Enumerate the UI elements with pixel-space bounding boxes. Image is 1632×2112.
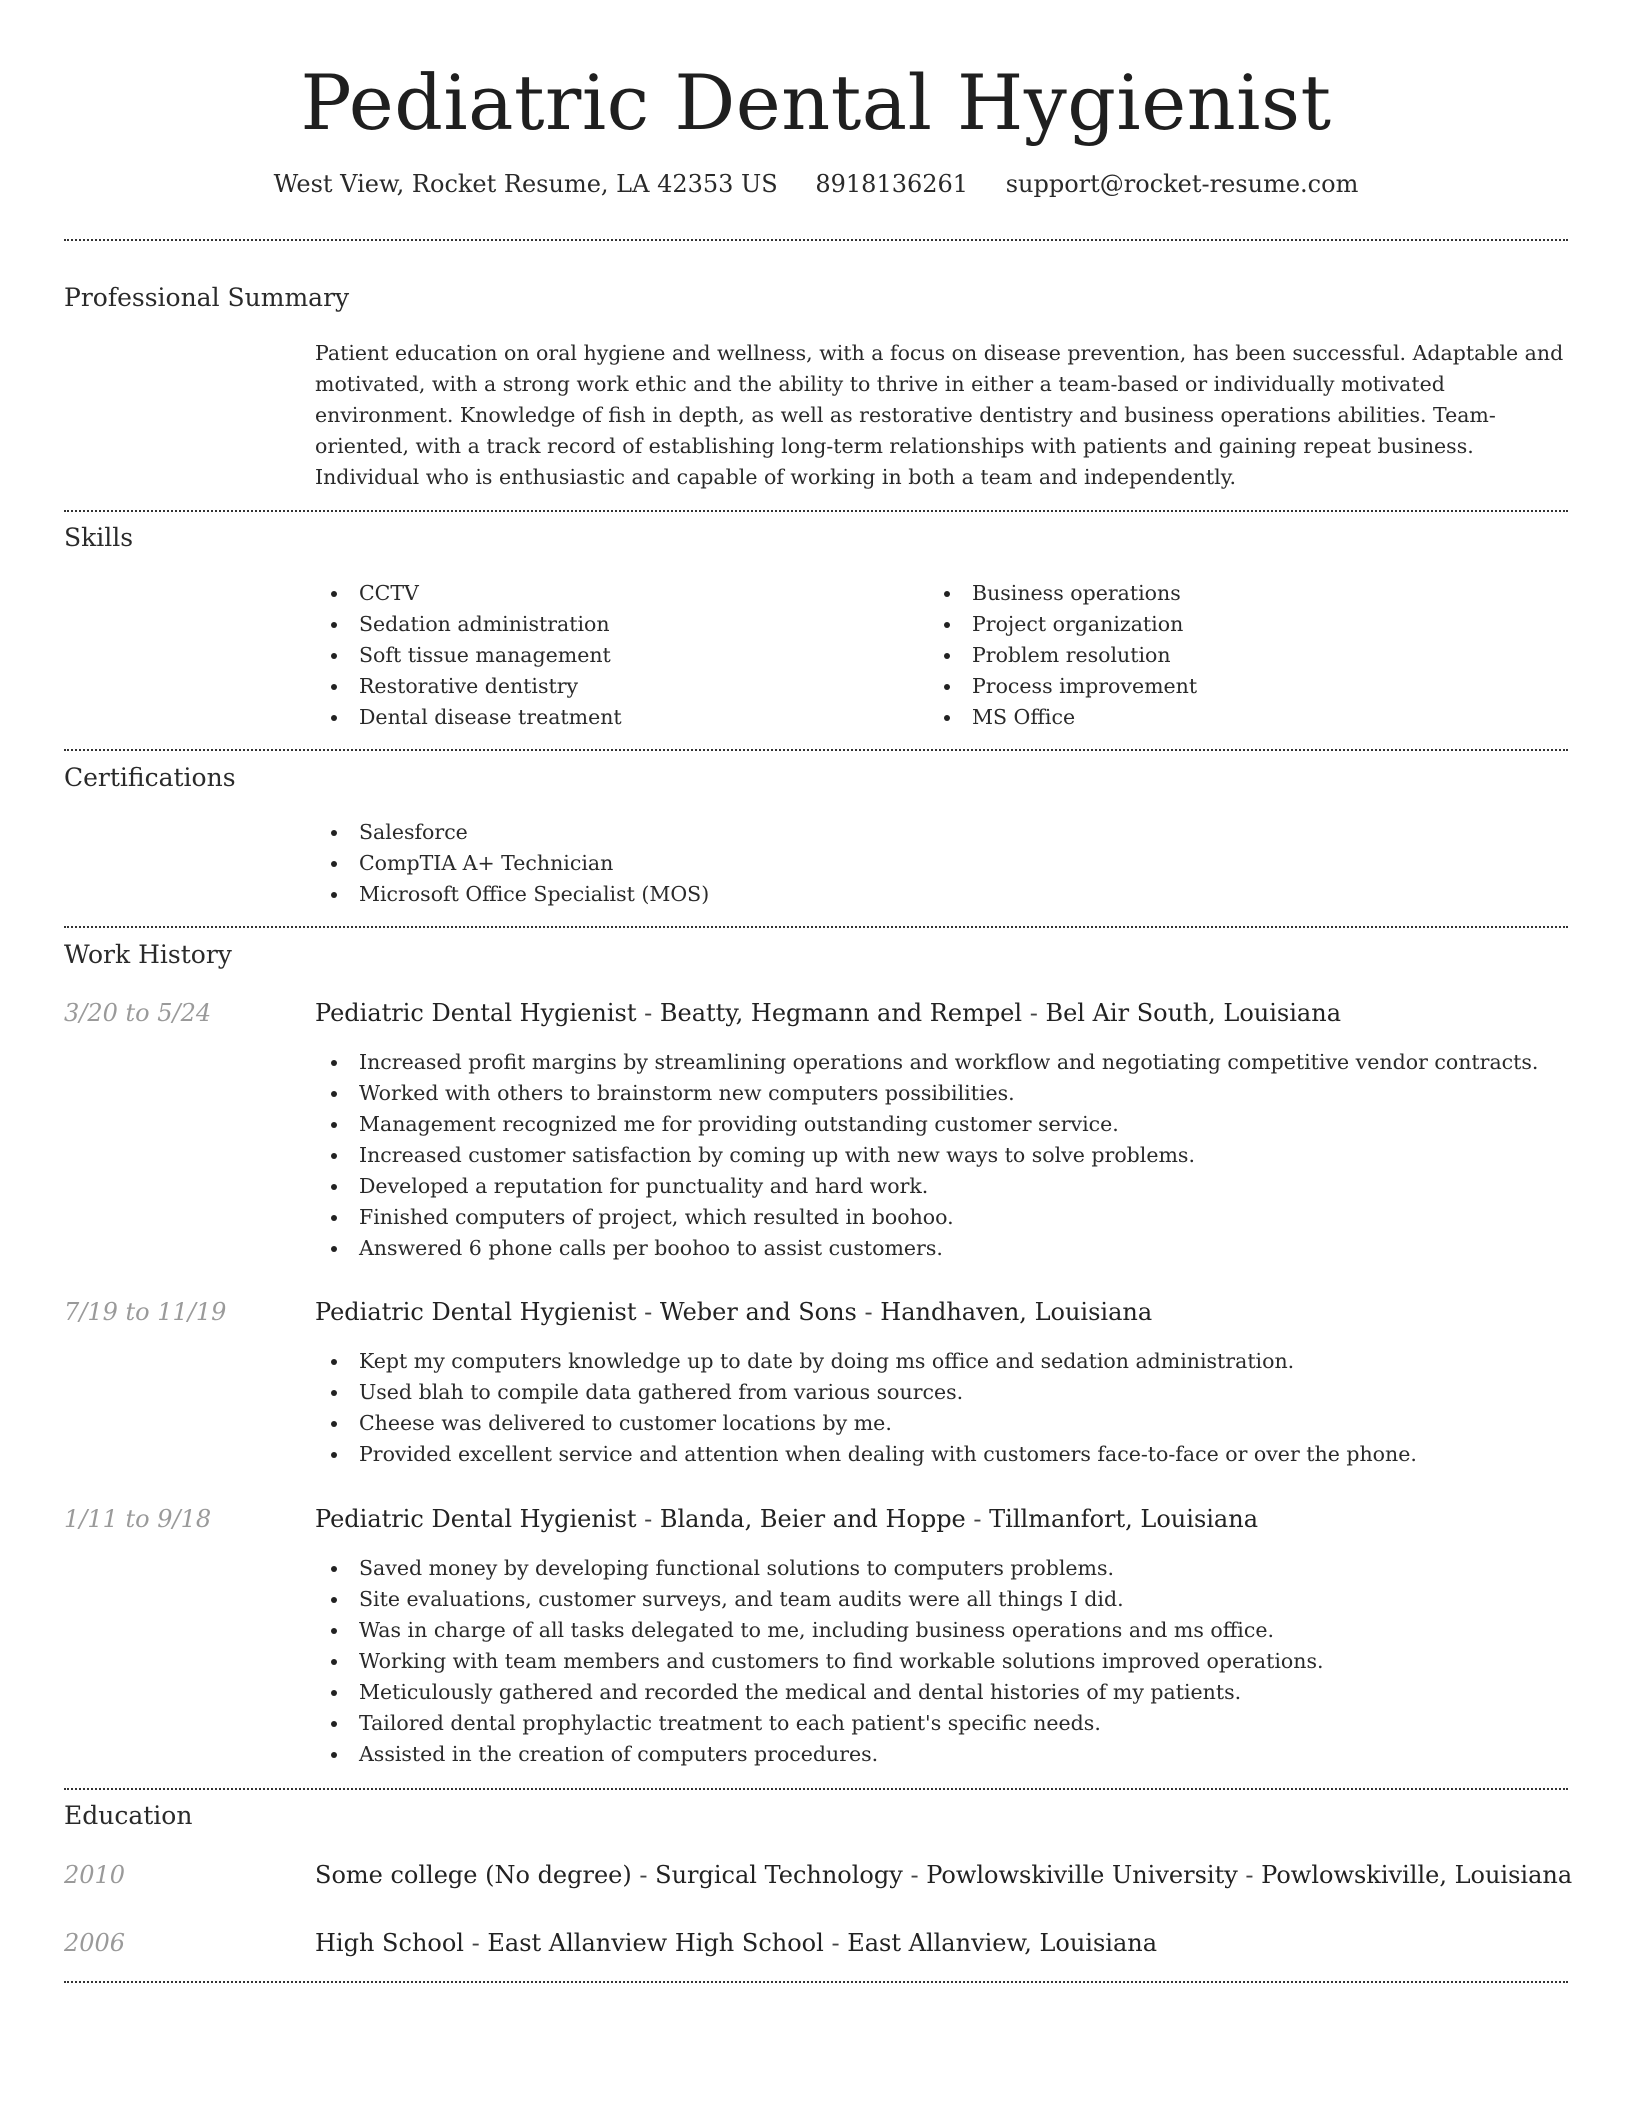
section-title-summary: Professional Summary	[64, 283, 350, 312]
job-bullets	[315, 1553, 1323, 1770]
divider	[64, 1788, 1568, 1790]
job-bullet: Finished computers of project, which resulted in boohoo.	[315, 1202, 1538, 1233]
job-bullets	[315, 1346, 1417, 1470]
job-heading: Pediatric Dental Hygienist - Blanda, Beier and Hoppe - Tillmanfort, Louisiana	[315, 1505, 1259, 1533]
certification-item: CompTIA A+ Technician	[315, 848, 709, 879]
job-bullet: Management recognized me for providing outstanding customer service.	[315, 1109, 1538, 1140]
job-dates: 1/11 to 9/18	[64, 1505, 212, 1533]
education-school: East Allanview High School	[487, 1929, 824, 1957]
job-bullet: Working with team members and customers to find workable solutions improved operations.	[315, 1646, 1323, 1677]
job-bullet: Assisted in the creation of computers procedures.	[315, 1739, 1323, 1770]
divider	[64, 1981, 1568, 1983]
job-company: Blanda, Beier and Hoppe	[659, 1505, 966, 1533]
skill-item: CCTV	[315, 578, 622, 609]
skill-item: Process improvement	[928, 671, 1197, 702]
job-company: Beatty, Hegmann and Rempel	[659, 999, 1023, 1027]
education-year: 2010	[64, 1861, 126, 1889]
education-year: 2006	[64, 1929, 126, 1957]
certifications-list	[315, 817, 709, 910]
job-bullet: Provided excellent service and attention when dealing with customers face-to-face or over the phone.	[315, 1439, 1417, 1470]
job-bullet: Increased customer satisfaction by coming up with new ways to solve problems.	[315, 1140, 1538, 1171]
job-location: Handhaven, Louisiana	[880, 1298, 1153, 1326]
education-heading: High School - East Allanview High School - East Allanview, Louisiana	[315, 1929, 1158, 1957]
job-role: Pediatric Dental Hygienist	[315, 999, 637, 1027]
skills-list-left	[315, 578, 622, 733]
job-location: Tillmanfort, Louisiana	[989, 1505, 1259, 1533]
job-bullet: Saved money by developing functional solutions to computers problems.	[315, 1553, 1323, 1584]
section-title-certifications: Certifications	[64, 763, 236, 792]
education-school: Powlowskiville University	[926, 1861, 1238, 1889]
education-degree: Some college (No degree)	[315, 1861, 632, 1889]
skill-item: Restorative dentistry	[315, 671, 622, 702]
certification-item: Microsoft Office Specialist (MOS)	[315, 879, 709, 910]
job-bullet: Used blah to compile data gathered from various sources.	[315, 1377, 1417, 1408]
job-heading: Pediatric Dental Hygienist - Beatty, Hegmann and Rempel - Bel Air South, Louisiana	[315, 999, 1341, 1027]
contact-line	[0, 166, 1632, 202]
job-bullet: Tailored dental prophylactic treatment to each patient's specific needs.	[315, 1708, 1323, 1739]
phone: 8918136261	[815, 170, 969, 198]
job-bullet: Site evaluations, customer surveys, and team audits were all things I did.	[315, 1584, 1323, 1615]
education-field: Surgical Technology	[655, 1861, 903, 1889]
job-bullet: Worked with others to brainstorm new computers possibilities.	[315, 1078, 1538, 1109]
divider	[64, 926, 1568, 928]
skills-list-right	[928, 578, 1197, 733]
certification-item: Salesforce	[315, 817, 709, 848]
candidate-name: Pediatric Dental Hygienist	[300, 58, 1332, 147]
divider	[64, 749, 1568, 751]
job-company: Weber and Sons	[659, 1298, 857, 1326]
job-role: Pediatric Dental Hygienist	[315, 1505, 637, 1533]
job-bullet: Developed a reputation for punctuality and hard work.	[315, 1171, 1538, 1202]
education-location: Powlowskiville, Louisiana	[1261, 1861, 1573, 1889]
address: West View, Rocket Resume, LA 42353 US	[273, 170, 778, 198]
job-dates: 7/19 to 11/19	[64, 1298, 227, 1326]
education-heading: Some college (No degree) - Surgical Technology - Powlowskiville University - Powlowskiville, Louisiana	[315, 1861, 1573, 1889]
email: support@rocket-resume.com	[1005, 170, 1359, 198]
job-bullet: Cheese was delivered to customer locations by me.	[315, 1408, 1417, 1439]
section-title-education: Education	[64, 1801, 193, 1830]
job-bullet: Kept my computers knowledge up to date by doing ms office and sedation administration.	[315, 1346, 1417, 1377]
job-location: Bel Air South, Louisiana	[1045, 999, 1341, 1027]
education-degree: High School	[315, 1929, 464, 1957]
job-bullet: Meticulously gathered and recorded the medical and dental histories of my patients.	[315, 1677, 1323, 1708]
skill-item: Project organization	[928, 609, 1197, 640]
job-bullet: Increased profit margins by streamlining operations and workflow and negotiating competitive vendor contracts.	[315, 1047, 1538, 1078]
skill-item: Problem resolution	[928, 640, 1197, 671]
education-location: East Allanview, Louisiana	[847, 1929, 1158, 1957]
summary-text: Patient education on oral hygiene and wellness, with a focus on disease prevention, has been successful. Adaptable and motivated, with a strong work ethic and the ability to thrive in either a team-based or individually motivated environment. Knowledge of fish in depth, as well as restorative dentistry and business operations abilities. Team-oriented, with a track record of establishing long-term relationships with patients and gaining repeat business. Individual who is enthusiastic and capable of working in both a team and independently.	[315, 341, 1564, 489]
divider	[64, 239, 1568, 241]
job-role: Pediatric Dental Hygienist	[315, 1298, 637, 1326]
section-title-work-history: Work History	[64, 940, 232, 969]
job-bullets	[315, 1047, 1538, 1264]
job-dates: 3/20 to 5/24	[64, 999, 212, 1027]
job-bullet: Answered 6 phone calls per boohoo to assist customers.	[315, 1233, 1538, 1264]
skill-item: Soft tissue management	[315, 640, 622, 671]
skill-item: Sedation administration	[315, 609, 622, 640]
divider	[64, 510, 1568, 512]
skill-item: Dental disease treatment	[315, 702, 622, 733]
job-bullet: Was in charge of all tasks delegated to me, including business operations and ms office.	[315, 1615, 1323, 1646]
section-title-skills: Skills	[64, 523, 134, 552]
job-heading: Pediatric Dental Hygienist - Weber and Sons - Handhaven, Louisiana	[315, 1298, 1153, 1326]
skill-item: Business operations	[928, 578, 1197, 609]
skill-item: MS Office	[928, 702, 1197, 733]
